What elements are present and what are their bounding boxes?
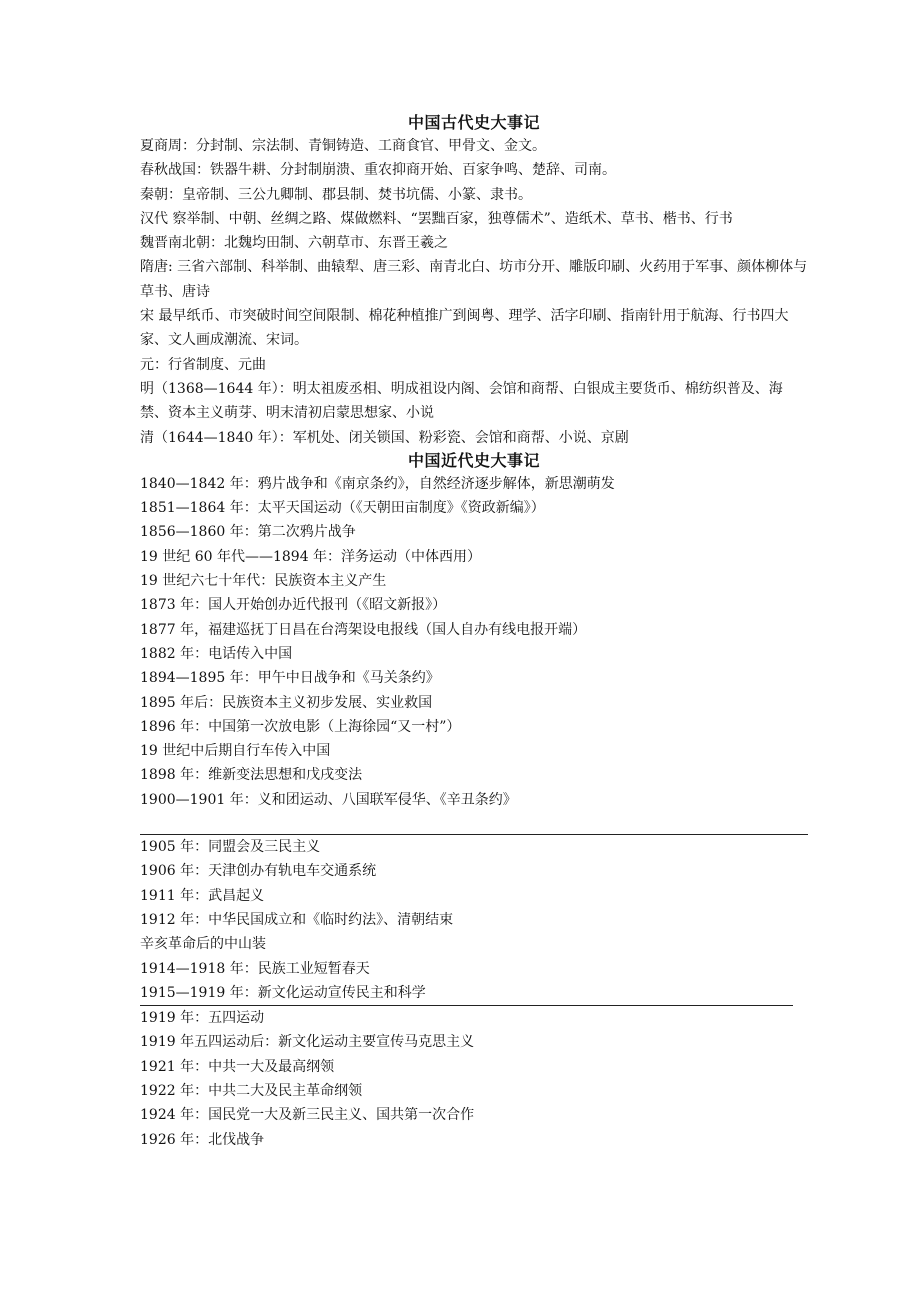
ancient-item-yuan: 元：行省制度、元曲 [140, 356, 266, 373]
modern-item: 1856—1860 年：第二次鸦片战争 [140, 524, 356, 541]
modern-item: 1911 年：武昌起义 [140, 887, 265, 904]
modern-history-list-3 [140, 1006, 808, 1152]
modern-item: 1906 年：天津创办有轨电车交通系统 [140, 863, 377, 880]
ancient-item-song: 宋 最早纸币、市突破时间空间限制、棉花种植推广到闽粤、理学、活字印刷、指南针用于航海、行书四大家、文人画成潮流、宋词。 [140, 308, 789, 349]
document-page [140, 112, 808, 1152]
ancient-item-xia-shang-zhou: 夏商周：分封制、宗法制、青铜铸造、工商食官、甲骨文、金文。 [140, 138, 546, 154]
modern-history-list [140, 472, 808, 812]
ancient-item-spring-autumn-warring: 春秋战国：铁器牛耕、分封制崩溃、重农抑商开始、百家争鸣、楚辞、司南。 [140, 162, 616, 179]
modern-item: 19 世纪六七十年代：民族资本主义产生 [140, 573, 387, 590]
modern-item: 辛亥革命后的中山装 [140, 936, 266, 953]
modern-item: 1873 年：国人开始创办近代报刊（《昭文新报》） [140, 597, 447, 614]
modern-item: 1915—1919 年：新文化运动宣传民主和科学 [140, 984, 426, 1001]
modern-item: 1894—1895 年：甲午中日战争和《马关条约》 [140, 670, 440, 687]
modern-item: 1851—1864 年：太平天国运动（《天朝田亩制度》《资政新编》） [140, 500, 545, 517]
ancient-item-qing: 清（1644—1840 年）：军机处、闭关锁国、粉彩瓷、会馆和商帮、小说、京剧 [140, 429, 629, 446]
ancient-item-han: 汉代 察举制、中朝、丝绸之路、煤做燃料、“罢黜百家，独尊儒术”、造纸术、草书、楷书、行书 [140, 210, 733, 227]
modern-item: 1900—1901 年：义和团运动、八国联军侵华、《辛丑条约》 [140, 791, 517, 808]
ancient-item-sui-tang: 隋唐: 三省六部制、科举制、曲辕犁、唐三彩、南青北白、坊市分开、雕版印刷、火药用于军事、颜体柳体与草书、唐诗 [140, 259, 808, 300]
modern-item: 1919 年五四运动后：新文化运动主要宣传马克思主义 [140, 1034, 475, 1051]
modern-history-title: 中国近代史大事记 [407, 450, 540, 470]
modern-item: 1898 年：维新变法思想和戊戌变法 [140, 767, 363, 784]
spacer [140, 812, 808, 834]
ancient-history-title: 中国古代史大事记 [407, 113, 540, 132]
modern-item: 1840—1842 年：鸦片战争和《南京条约》，自然经济逐步解体，新思潮萌发 [140, 475, 615, 492]
modern-item: 1895 年后：民族资本主义初步发展、实业救国 [140, 694, 433, 711]
modern-item: 1905 年：同盟会及三民主义 [140, 839, 321, 856]
modern-item: 19 世纪中后期自行车传入中国 [140, 743, 331, 760]
modern-item: 19 世纪 60 年代——1894 年：洋务运动（中体西用） [140, 548, 482, 565]
modern-item: 1877 年，福建巡抚丁日昌在台湾架设电报线（国人自办有线电报开端） [140, 621, 587, 638]
modern-item: 1919 年：五四运动 [140, 1010, 265, 1027]
modern-item: 1926 年：北伐战争 [140, 1131, 265, 1148]
ancient-history-list [140, 134, 808, 450]
modern-item: 1882 年：电话传入中国 [140, 645, 293, 662]
modern-item: 1914—1918 年：民族工业短暂春天 [140, 960, 370, 977]
modern-item: 1912 年：中华民国成立和《临时约法》、清朝结束 [140, 911, 454, 928]
modern-item: 1921 年：中共一大及最高纲领 [140, 1058, 335, 1075]
ancient-item-wei-jin: 魏晋南北朝：北魏均田制、六朝草市、东晋王羲之 [140, 235, 448, 252]
modern-item: 1922 年：中共二大及民主革命纲领 [140, 1082, 363, 1099]
ancient-item-qin: 秦朝：皇帝制、三公九卿制、郡县制、焚书坑儒、小篆、隶书。 [140, 186, 532, 203]
modern-item: 1924 年：国民党一大及新三民主义、国共第一次合作 [140, 1107, 475, 1124]
ancient-item-ming: 明（1368—1644 年）：明太祖废丞相、明成祖设内阁、会馆和商帮、白银成主要货币、棉纺织普及、海禁、资本主义萌芽、明末清初启蒙思想家、小说 [140, 380, 783, 422]
modern-item: 1896 年：中国第一次放电影（上海徐园“又一村”） [140, 718, 461, 735]
modern-history-list-2 [140, 835, 808, 1005]
